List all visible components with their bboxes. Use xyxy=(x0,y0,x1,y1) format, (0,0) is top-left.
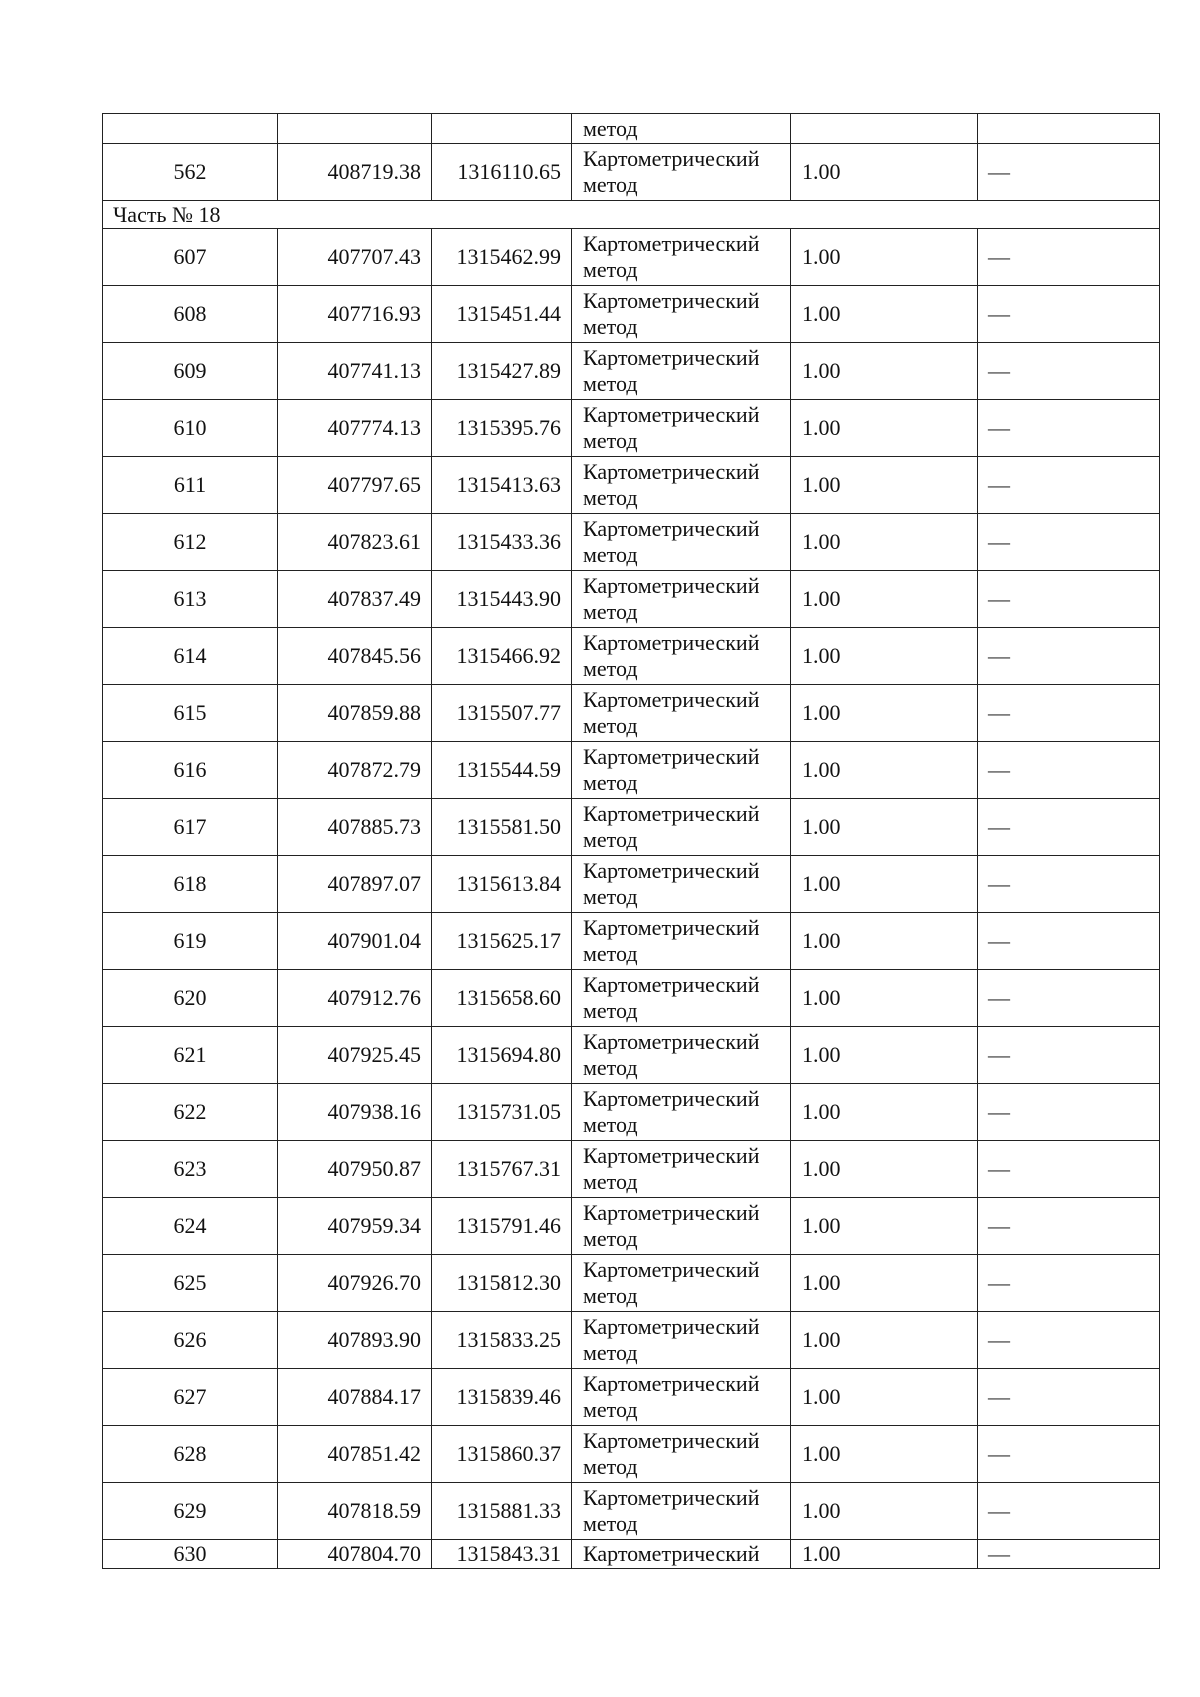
cell-desc-dash: — xyxy=(988,244,1010,269)
method-line2: метод xyxy=(583,428,638,453)
method-line1: Картометрический xyxy=(583,744,760,769)
cell-desc xyxy=(978,400,1160,457)
cell-desc xyxy=(978,114,1160,144)
cell-desc-dash: — xyxy=(988,586,1010,611)
cell-desc-dash: — xyxy=(988,757,1010,782)
cell-method xyxy=(572,970,791,1027)
cell-x: 407804.70 xyxy=(278,1540,432,1569)
cell-desc-dash: — xyxy=(988,1270,1010,1295)
method-line1: Картометрический xyxy=(583,630,760,655)
method-line1: Картометрический xyxy=(583,1086,760,1111)
cell-x: 407872.79 xyxy=(278,742,432,799)
cell-precision: 1.00 xyxy=(791,1198,978,1255)
table-row xyxy=(103,286,1160,343)
cell-num: 612 xyxy=(103,514,278,571)
cell-method xyxy=(572,1540,791,1569)
method-line2: метод xyxy=(583,1055,638,1080)
cell-num: 619 xyxy=(103,913,278,970)
cell-desc xyxy=(978,856,1160,913)
cell-num: 628 xyxy=(103,1426,278,1483)
cell-y: 1315613.84 xyxy=(432,856,572,913)
cell-y: 1315812.30 xyxy=(432,1255,572,1312)
cell-method xyxy=(572,144,791,201)
cell-method xyxy=(572,856,791,913)
cell-y: 1315833.25 xyxy=(432,1312,572,1369)
cell-desc xyxy=(978,628,1160,685)
cell-precision: 1.00 xyxy=(791,628,978,685)
cell-num: 616 xyxy=(103,742,278,799)
cell-y: 1315881.33 xyxy=(432,1483,572,1540)
cell-y: 1315731.05 xyxy=(432,1084,572,1141)
method-line1: Картометрический xyxy=(583,1257,760,1282)
cell-precision: 1.00 xyxy=(791,1255,978,1312)
cell-desc xyxy=(978,742,1160,799)
table-row xyxy=(103,144,1160,201)
method-line2: метод xyxy=(583,941,638,966)
method-line2: метод xyxy=(583,1283,638,1308)
method-line1: Картометрический xyxy=(583,146,760,171)
cell-desc-dash: — xyxy=(988,1384,1010,1409)
cell-precision: 1.00 xyxy=(791,400,978,457)
cell-num: 607 xyxy=(103,229,278,286)
cell-desc xyxy=(978,970,1160,1027)
cell-desc xyxy=(978,229,1160,286)
cell-x: 407925.45 xyxy=(278,1027,432,1084)
cell-desc-dash: — xyxy=(988,358,1010,383)
cell-desc xyxy=(978,144,1160,201)
cell-precision: 1.00 xyxy=(791,1141,978,1198)
cell-num: 621 xyxy=(103,1027,278,1084)
cell-y: 1315839.46 xyxy=(432,1369,572,1426)
cell-method xyxy=(572,286,791,343)
cell-x: 407837.49 xyxy=(278,571,432,628)
cell-num: 627 xyxy=(103,1369,278,1426)
cell-method xyxy=(572,400,791,457)
method-line1: Картометрический xyxy=(583,801,760,826)
cell-x: 407938.16 xyxy=(278,1084,432,1141)
cell-precision: 1.00 xyxy=(791,1540,978,1569)
cell-desc xyxy=(978,571,1160,628)
cell-desc-dash: — xyxy=(988,1213,1010,1238)
cell-num: 618 xyxy=(103,856,278,913)
cell-precision: 1.00 xyxy=(791,742,978,799)
cell-method xyxy=(572,1255,791,1312)
table-row xyxy=(103,514,1160,571)
cell-desc-dash: — xyxy=(988,529,1010,554)
table-row xyxy=(103,1255,1160,1312)
cell-y: 1315466.92 xyxy=(432,628,572,685)
cell-x: 407885.73 xyxy=(278,799,432,856)
cell-x: 407851.42 xyxy=(278,1426,432,1483)
cell-desc xyxy=(978,1540,1160,1569)
table-row xyxy=(103,742,1160,799)
method-line1: Картометрический xyxy=(583,459,760,484)
method-line2: метод xyxy=(583,485,638,510)
table-row-continued xyxy=(103,114,1160,144)
cell-y: 1315462.99 xyxy=(432,229,572,286)
table-body xyxy=(103,114,1160,1569)
method-line2: метод xyxy=(583,827,638,852)
cell-desc-dash: — xyxy=(988,159,1010,184)
cell-x: 407741.13 xyxy=(278,343,432,400)
cell-precision: 1.00 xyxy=(791,343,978,400)
cell-y: 1315544.59 xyxy=(432,742,572,799)
cell-precision: 1.00 xyxy=(791,685,978,742)
cell-y: 1315767.31 xyxy=(432,1141,572,1198)
cell-y: 1315791.46 xyxy=(432,1198,572,1255)
method-line2: метод xyxy=(583,1454,638,1479)
table-row xyxy=(103,856,1160,913)
cell-method xyxy=(572,1312,791,1369)
cell-y: 1315860.37 xyxy=(432,1426,572,1483)
method-line2: метод xyxy=(583,115,638,141)
method-line1: Картометрический xyxy=(583,231,760,256)
cell-method xyxy=(572,1426,791,1483)
cell-precision: 1.00 xyxy=(791,799,978,856)
cell-method xyxy=(572,1084,791,1141)
table-row xyxy=(103,1312,1160,1369)
section-label: Часть № 18 xyxy=(103,201,1160,229)
cell-desc-dash: — xyxy=(988,301,1010,326)
method-line1: Картометрический xyxy=(583,972,760,997)
cell-desc xyxy=(978,1369,1160,1426)
cell-desc xyxy=(978,1426,1160,1483)
cell-x: 407912.76 xyxy=(278,970,432,1027)
cell-method xyxy=(572,1141,791,1198)
cell-precision: 1.00 xyxy=(791,970,978,1027)
cell-precision: 1.00 xyxy=(791,1027,978,1084)
cell-desc xyxy=(978,685,1160,742)
method-line2: метод xyxy=(583,1169,638,1194)
cell-y: 1315395.76 xyxy=(432,400,572,457)
cell-x: 407797.65 xyxy=(278,457,432,514)
cell-precision xyxy=(791,114,978,144)
cell-desc-dash: — xyxy=(988,1327,1010,1352)
cell-desc-dash: — xyxy=(988,415,1010,440)
cell-y: 1315433.36 xyxy=(432,514,572,571)
cell-num: 615 xyxy=(103,685,278,742)
cell-desc xyxy=(978,1312,1160,1369)
method-line1: Картометрический xyxy=(583,1371,760,1396)
cell-precision: 1.00 xyxy=(791,229,978,286)
method-line1: Картометрический xyxy=(583,1314,760,1339)
cell-x: 407959.34 xyxy=(278,1198,432,1255)
cell-desc-dash: — xyxy=(988,1498,1010,1523)
cell-method xyxy=(572,628,791,685)
method-line1: Картометрический xyxy=(583,573,760,598)
table-row xyxy=(103,685,1160,742)
cell-x: 407893.90 xyxy=(278,1312,432,1369)
cell-desc xyxy=(978,457,1160,514)
cell-precision: 1.00 xyxy=(791,1426,978,1483)
cell-precision: 1.00 xyxy=(791,457,978,514)
cell-desc-dash: — xyxy=(988,1156,1010,1181)
method-line2: метод xyxy=(583,884,638,909)
cell-desc xyxy=(978,514,1160,571)
table-row xyxy=(103,400,1160,457)
cell-precision: 1.00 xyxy=(791,1483,978,1540)
cell-precision: 1.00 xyxy=(791,286,978,343)
cell-method xyxy=(572,457,791,514)
cell-num xyxy=(103,114,278,144)
method-line2: метод xyxy=(583,599,638,624)
cell-desc-dash: — xyxy=(988,700,1010,725)
method-line2: метод xyxy=(583,1226,638,1251)
cell-desc xyxy=(978,1198,1160,1255)
cell-y: 1315443.90 xyxy=(432,571,572,628)
cell-desc-dash: — xyxy=(988,643,1010,668)
method-line2: метод xyxy=(583,172,638,197)
cell-y: 1315843.31 xyxy=(432,1540,572,1569)
table-row xyxy=(103,799,1160,856)
cell-x: 407884.17 xyxy=(278,1369,432,1426)
method-line1: Картометрический xyxy=(583,345,760,370)
table-row xyxy=(103,970,1160,1027)
cell-num: 610 xyxy=(103,400,278,457)
cell-y: 1315694.80 xyxy=(432,1027,572,1084)
cell-num: 625 xyxy=(103,1255,278,1312)
method-line2: метод xyxy=(583,770,638,795)
cell-desc xyxy=(978,1255,1160,1312)
section-row xyxy=(103,201,1160,229)
method-line1: Картометрический xyxy=(583,1200,760,1225)
cell-method xyxy=(572,1483,791,1540)
cell-precision: 1.00 xyxy=(791,1369,978,1426)
cell-precision: 1.00 xyxy=(791,856,978,913)
cell-method xyxy=(572,571,791,628)
table-row xyxy=(103,343,1160,400)
cell-method xyxy=(572,1027,791,1084)
cell-num: 622 xyxy=(103,1084,278,1141)
cell-x: 407774.13 xyxy=(278,400,432,457)
cell-num: 614 xyxy=(103,628,278,685)
method-line1: Картометрический xyxy=(583,516,760,541)
cell-desc-dash: — xyxy=(988,472,1010,497)
table-row xyxy=(103,628,1160,685)
method-line2: метод xyxy=(583,1511,638,1536)
cell-num: 617 xyxy=(103,799,278,856)
cell-method xyxy=(572,114,791,144)
cell-precision: 1.00 xyxy=(791,571,978,628)
table-row xyxy=(103,913,1160,970)
table-row xyxy=(103,1141,1160,1198)
cell-desc xyxy=(978,343,1160,400)
method-line1: Картометрический xyxy=(583,687,760,712)
method-line1: Картометрический xyxy=(583,915,760,940)
cell-precision: 1.00 xyxy=(791,144,978,201)
cell-method xyxy=(572,343,791,400)
method-line1: Картометрический xyxy=(583,1485,760,1510)
cell-y xyxy=(432,114,572,144)
cell-num: 623 xyxy=(103,1141,278,1198)
cell-y: 1315625.17 xyxy=(432,913,572,970)
method-line2: метод xyxy=(583,257,638,282)
cell-desc xyxy=(978,1084,1160,1141)
cell-desc xyxy=(978,799,1160,856)
cell-method xyxy=(572,799,791,856)
cell-desc-dash: — xyxy=(988,814,1010,839)
cell-x: 407818.59 xyxy=(278,1483,432,1540)
cell-desc-dash: — xyxy=(988,1541,1010,1566)
cell-precision: 1.00 xyxy=(791,1084,978,1141)
cell-x: 407926.70 xyxy=(278,1255,432,1312)
table-row xyxy=(103,1198,1160,1255)
method-line2: метод xyxy=(583,542,638,567)
table-row xyxy=(103,457,1160,514)
cell-desc-dash: — xyxy=(988,985,1010,1010)
method-line1: Картометрический xyxy=(583,1143,760,1168)
method-line2: метод xyxy=(583,656,638,681)
method-line1: Картометрический xyxy=(583,1541,760,1566)
cell-desc xyxy=(978,1483,1160,1540)
cell-method xyxy=(572,229,791,286)
table-row xyxy=(103,1027,1160,1084)
cell-y: 1315413.63 xyxy=(432,457,572,514)
cell-precision: 1.00 xyxy=(791,514,978,571)
cell-num: 629 xyxy=(103,1483,278,1540)
cell-desc-dash: — xyxy=(988,1042,1010,1067)
method-line2: метод xyxy=(583,1397,638,1422)
cell-desc-dash: — xyxy=(988,928,1010,953)
cell-y: 1316110.65 xyxy=(432,144,572,201)
cell-y: 1315451.44 xyxy=(432,286,572,343)
cell-method xyxy=(572,1369,791,1426)
cell-x: 407823.61 xyxy=(278,514,432,571)
cell-method xyxy=(572,742,791,799)
method-line2: метод xyxy=(583,1112,638,1137)
cell-desc-dash: — xyxy=(988,871,1010,896)
cell-y: 1315507.77 xyxy=(432,685,572,742)
cell-method xyxy=(572,514,791,571)
cell-num: 630 xyxy=(103,1540,278,1569)
table-row xyxy=(103,229,1160,286)
method-line1: Картометрический xyxy=(583,858,760,883)
cell-x: 407950.87 xyxy=(278,1141,432,1198)
cell-num: 608 xyxy=(103,286,278,343)
cell-method xyxy=(572,913,791,970)
cell-x: 407897.07 xyxy=(278,856,432,913)
method-line2: метод xyxy=(583,998,638,1023)
method-line2: метод xyxy=(583,1340,638,1365)
table-row xyxy=(103,1483,1160,1540)
table-row xyxy=(103,1540,1160,1569)
cell-num: 624 xyxy=(103,1198,278,1255)
coordinates-table xyxy=(102,113,1160,1569)
cell-num: 620 xyxy=(103,970,278,1027)
table-row xyxy=(103,1426,1160,1483)
cell-y: 1315581.50 xyxy=(432,799,572,856)
cell-num: 562 xyxy=(103,144,278,201)
cell-x xyxy=(278,114,432,144)
cell-x: 407716.93 xyxy=(278,286,432,343)
cell-num: 609 xyxy=(103,343,278,400)
table-row xyxy=(103,571,1160,628)
cell-x: 407901.04 xyxy=(278,913,432,970)
table-row xyxy=(103,1369,1160,1426)
method-line1: Картометрический xyxy=(583,402,760,427)
cell-num: 611 xyxy=(103,457,278,514)
method-line2: метод xyxy=(583,314,638,339)
cell-y: 1315658.60 xyxy=(432,970,572,1027)
cell-desc xyxy=(978,1027,1160,1084)
cell-desc-dash: — xyxy=(988,1099,1010,1124)
table-row xyxy=(103,1084,1160,1141)
cell-x: 407845.56 xyxy=(278,628,432,685)
cell-method xyxy=(572,685,791,742)
method-line1: Картометрический xyxy=(583,1428,760,1453)
cell-desc-dash: — xyxy=(988,1441,1010,1466)
cell-precision: 1.00 xyxy=(791,1312,978,1369)
cell-precision: 1.00 xyxy=(791,913,978,970)
cell-method xyxy=(572,1198,791,1255)
cell-num: 613 xyxy=(103,571,278,628)
cell-desc xyxy=(978,1141,1160,1198)
cell-desc xyxy=(978,286,1160,343)
cell-x: 407707.43 xyxy=(278,229,432,286)
method-line2: метод xyxy=(583,371,638,396)
cell-x: 408719.38 xyxy=(278,144,432,201)
cell-x: 407859.88 xyxy=(278,685,432,742)
method-line1: Картометрический xyxy=(583,288,760,313)
cell-num: 626 xyxy=(103,1312,278,1369)
cell-y: 1315427.89 xyxy=(432,343,572,400)
method-line2: метод xyxy=(583,713,638,738)
method-line1: Картометрический xyxy=(583,1029,760,1054)
cell-desc xyxy=(978,913,1160,970)
